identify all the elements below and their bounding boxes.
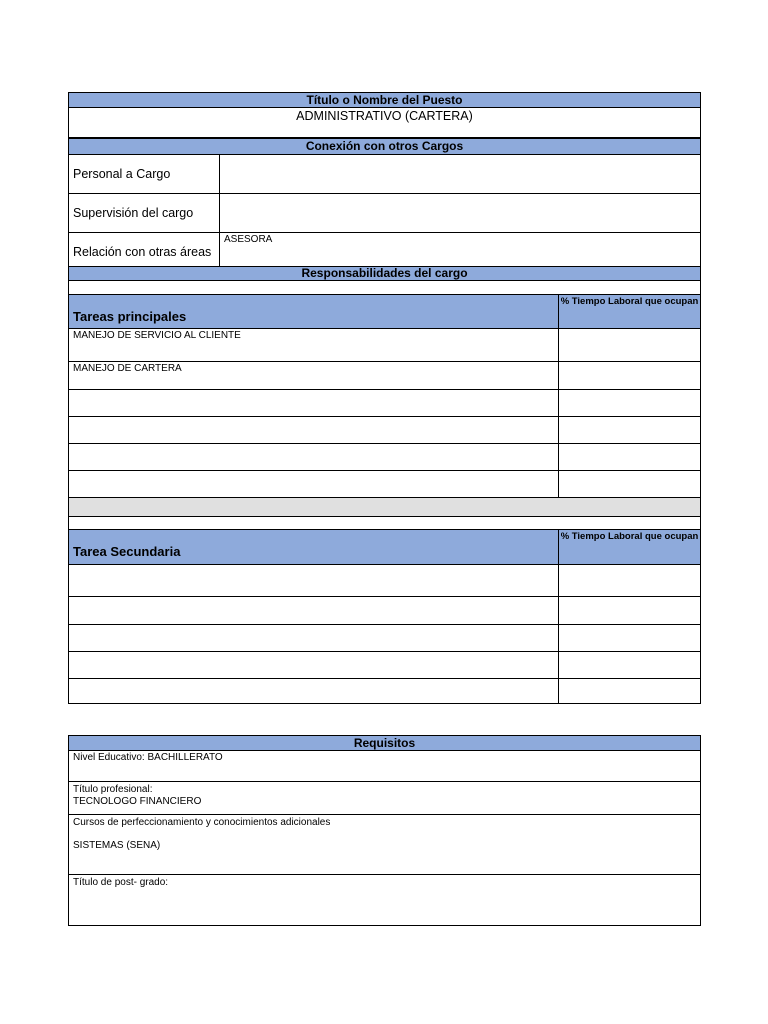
secondary-task-time-3 bbox=[558, 624, 701, 652]
main-time-header bbox=[558, 294, 701, 329]
secondary-task-row-1 bbox=[68, 564, 559, 597]
main-task-time-4 bbox=[558, 416, 701, 444]
professional-title-label: Título profesional: bbox=[73, 784, 153, 795]
courses-label: Cursos de perfeccionamiento y conocimientos adicionales bbox=[73, 817, 331, 828]
education-row bbox=[68, 750, 701, 782]
main-task-row-3 bbox=[68, 389, 559, 417]
main-task-row-2 bbox=[68, 361, 559, 390]
secondary-task-time-5 bbox=[558, 678, 701, 704]
secondary-task-time-2 bbox=[558, 596, 701, 625]
personal-a-cargo-label-cell bbox=[68, 154, 220, 194]
postgrad-label: Título de post- grado: bbox=[73, 877, 169, 888]
main-task-row-6 bbox=[68, 470, 559, 498]
main-task-time-2 bbox=[558, 361, 701, 390]
job-title-header bbox=[68, 92, 701, 108]
relacion-label-cell bbox=[68, 232, 220, 267]
main-tasks-header bbox=[68, 294, 559, 329]
postgrad-row bbox=[68, 874, 701, 926]
relacion-value-text: ASESORA bbox=[224, 234, 273, 245]
personal-a-cargo-value bbox=[219, 154, 701, 194]
responsibilities-header bbox=[68, 266, 701, 281]
secondary-task-row-3 bbox=[68, 624, 559, 652]
supervision-label-cell bbox=[68, 193, 220, 233]
main-task-time-6 bbox=[558, 470, 701, 498]
secondary-task-time-4 bbox=[558, 651, 701, 679]
education-text: Nivel Educativo: BACHILLERATO bbox=[73, 752, 223, 763]
main-task-time-5 bbox=[558, 443, 701, 471]
main-tasks-title: Tareas principales bbox=[73, 309, 187, 324]
job-title-label: Título o Nombre del Puesto bbox=[306, 93, 463, 107]
secondary-tasks-title: Tarea Secundaria bbox=[73, 544, 181, 559]
spacer-row-2 bbox=[68, 516, 701, 530]
responsibilities-title: Responsabilidades del cargo bbox=[301, 266, 468, 280]
professional-title-row bbox=[68, 781, 701, 815]
job-title-value: ADMINISTRATIVO (CARTERA) bbox=[296, 109, 473, 123]
relacion-value bbox=[219, 232, 701, 267]
main-task-time-3 bbox=[558, 389, 701, 417]
professional-title-value: TECNOLOGO FINANCIERO bbox=[73, 796, 202, 807]
requirements-title: Requisitos bbox=[353, 736, 416, 750]
main-time-header-text: % Tiempo Laboral que ocupan bbox=[560, 296, 699, 307]
main-task-time-1 bbox=[558, 328, 701, 362]
gray-separator bbox=[68, 497, 701, 517]
main-task-row-1 bbox=[68, 328, 559, 362]
secondary-task-row-4 bbox=[68, 651, 559, 679]
main-task-row-5 bbox=[68, 443, 559, 471]
secondary-time-header bbox=[558, 529, 701, 565]
secondary-task-time-1 bbox=[558, 564, 701, 597]
supervision-value bbox=[219, 193, 701, 233]
secondary-task-row-2 bbox=[68, 596, 559, 625]
courses-value: SISTEMAS (SENA) bbox=[73, 840, 161, 851]
supervision-label: Supervisión del cargo bbox=[73, 206, 194, 220]
secondary-task-row-5 bbox=[68, 678, 559, 704]
spacer-row bbox=[68, 280, 701, 295]
secondary-tasks-header bbox=[68, 529, 559, 565]
requirements-header bbox=[68, 735, 701, 751]
secondary-time-header-text: % Tiempo Laboral que ocupan bbox=[560, 531, 699, 542]
main-task-row-4 bbox=[68, 416, 559, 444]
courses-row bbox=[68, 814, 701, 875]
job-title-value-cell bbox=[68, 107, 701, 138]
relacion-label: Relación con otras áreas bbox=[73, 244, 212, 259]
connections-title: Conexión con otros Cargos bbox=[305, 139, 464, 153]
personal-a-cargo-label: Personal a Cargo bbox=[73, 167, 171, 181]
main-task-text: MANEJO DE SERVICIO AL CLIENTE bbox=[73, 330, 241, 341]
main-task-text: MANEJO DE CARTERA bbox=[73, 363, 182, 374]
connections-header bbox=[68, 138, 701, 155]
